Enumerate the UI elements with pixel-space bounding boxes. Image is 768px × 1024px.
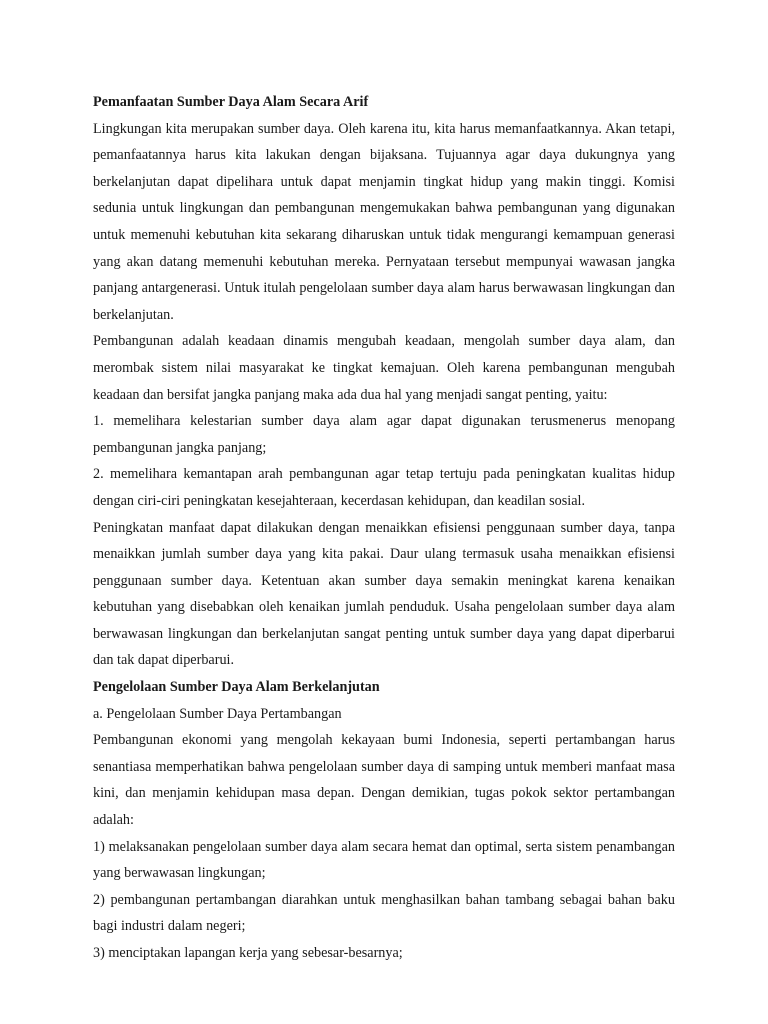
list-item: 1) melaksanakan pengelolaan sumber daya alam secara hemat dan optimal, serta sistem penambangan yang berwawasan lingkungan; [93, 838, 675, 882]
list-item: 2. memelihara kemantapan arah pembangunan agar tetap tertuju pada peningkatan kualitas hidup dengan ciri-ciri peningkatan kesejahteraan, kecerdasan kehidupan, dan keadilan sosial. [93, 466, 675, 509]
section-title: Pengelolaan Sumber Daya Alam Berkelanjutan [93, 679, 380, 696]
document-page [93, 89, 675, 967]
list-item: 3) menciptakan lapangan kerja yang sebesar-besarnya; [93, 945, 403, 961]
paragraph: Pembangunan adalah keadaan dinamis mengubah keadaan, mengolah sumber daya alam, dan merombak sistem nilai masyarakat ke tingkat kemajuan. Oleh karena pembangunan mengubah keadaan dan bersifat jangka panjang maka ada dua hal yang menjadi sangat penting, yaitu: [93, 333, 675, 403]
subsection-title: a. Pengelolaan Sumber Daya Pertambangan [93, 705, 342, 722]
list-item: 1. memelihara kelestarian sumber daya alam agar dapat digunakan terusmenerus menopang pembangunan jangka panjang; [93, 413, 675, 456]
paragraph: Pembangunan ekonomi yang mengolah kekayaan bumi Indonesia, seperti pertambangan harus senantiasa memperhatikan bahwa pengelolaan sumber daya di samping untuk memberi manfaat masa kini, dan menjamin kehidupan masa depan. Dengan demikian, tugas pokok sektor pertambangan adalah: [93, 732, 675, 829]
paragraph: Lingkungan kita merupakan sumber daya. Oleh karena itu, kita harus memanfaatkannya. Akan tetapi, pemanfaatannya harus kita lakukan dengan bijaksana. Tujuannya agar daya dukungnya yang berkelanjutan dapat dipelihara untuk dapat menjamin tingkat hidup yang makin tinggi. Komisi sedunia untuk lingkungan dan pembangunan mengemukakan bahwa pembangunan yang digunakan untuk memenuhi kebutuhan kita sekarang diharuskan untuk tidak mengurangi kemampuan generasi yang akan datang memenuhi kebutuhan mereka. Pernyataan tersebut mempunyai wawasan jangka panjang antargenerasi. Untuk itulah pengelolaan sumber daya alam harus berwawasan lingkungan dan berkelanjutan. [93, 120, 675, 323]
paragraph: Peningkatan manfaat dapat dilakukan dengan menaikkan efisiensi penggunaan sumber daya, tanpa menaikkan jumlah sumber daya yang kita pakai. Daur ulang termasuk usaha menaikkan efisiensi penggunaan sumber daya. Ketentuan akan sumber daya semakin meningkat karena kenaikan kebutuhan yang disebabkan oleh kenaikan jumlah penduduk. Usaha pengelolaan sumber daya alam berwawasan lingkungan dan berkelanjutan sangat penting untuk sumber daya yang dapat diperbarui dan tak dapat diperbarui. [93, 519, 675, 669]
list-item: 2) pembangunan pertambangan diarahkan untuk menghasilkan bahan tambang sebagai bahan baku bagi industri dalam negeri; [93, 891, 675, 935]
section-title: Pemanfaatan Sumber Daya Alam Secara Arif [93, 94, 369, 110]
